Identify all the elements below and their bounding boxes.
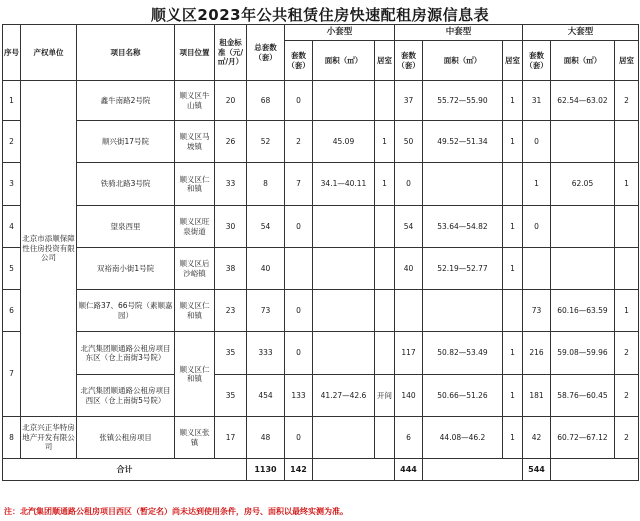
project-name: 顺仁路37、66号院（素顺嘉园） [77,290,175,332]
header-large: 大套型 [523,25,639,41]
project-name: 铁骑北路3号院 [77,163,175,206]
table-row [3,206,639,248]
unit-l-area: 62.05 [551,163,615,206]
unit-l-count: 0 [523,121,551,163]
table-row [3,81,639,121]
header-medium-rooms: 居室 [503,41,523,81]
header-medium-area: 面积（㎡） [423,41,503,81]
unit-m-area: 44.08—46.2 [423,417,503,459]
unit-m-rooms: 1 [503,375,523,417]
totals-total: 1130 [247,459,285,481]
unit-m-area: 49.52—51.34 [423,121,503,163]
totals-row [3,459,639,481]
totals-large-count: 544 [523,459,551,481]
unit-s-area [313,332,375,375]
unit-m-count: 140 [395,375,423,417]
unit-m-rooms: 1 [503,81,523,121]
header-seq: 序号 [3,25,21,81]
header-location: 项目位置 [175,25,215,81]
row-seq: 5 [3,248,21,290]
unit-m-rooms: 1 [503,417,523,459]
header-small: 小套型 [285,25,395,41]
total-units: 52 [247,121,285,163]
unit-s-rooms [375,81,395,121]
unit-l-rooms: 1 [615,163,639,206]
unit-s-area [313,417,375,459]
project-name: 望泉西里 [77,206,175,248]
header-small-rooms: 居室 [375,41,395,81]
project-location: 顺义区马坡镇 [175,121,215,163]
rent-standard: 38 [215,248,247,290]
totals-label: 合计 [3,459,247,481]
unit-m-count: 50 [395,121,423,163]
table-row [3,332,639,375]
unit-l-area: 59.08—59.96 [551,332,615,375]
header-medium: 中套型 [395,25,523,41]
rent-standard: 35 [215,332,247,375]
unit-l-rooms: 2 [615,81,639,121]
unit-m-area: 55.72—55.90 [423,81,503,121]
project-name: 顺兴街17号院 [77,121,175,163]
totals-blank [423,459,523,481]
row-seq: 6 [3,290,21,332]
total-units: 40 [247,248,285,290]
unit-m-count: 37 [395,81,423,121]
header-total: 总套数（套） [247,25,285,81]
unit-l-area: 60.72—67.12 [551,417,615,459]
row-seq: 3 [3,163,21,206]
unit-l-area: 62.54—63.02 [551,81,615,121]
table-row [3,375,639,417]
unit-s-count [285,248,313,290]
header-large-area: 面积（㎡） [551,41,615,81]
unit-l-count: 42 [523,417,551,459]
unit-m-rooms: 1 [503,332,523,375]
unit-s-rooms [375,206,395,248]
total-units: 48 [247,417,285,459]
header-owner: 产权单位 [21,25,77,81]
unit-m-area [423,163,503,206]
table-row [3,121,639,163]
unit-m-count: 6 [395,417,423,459]
table-row [3,290,639,332]
unit-l-area: 60.16—63.59 [551,290,615,332]
unit-l-count: 181 [523,375,551,417]
project-name: 北汽集团顺通路公租房项目西区（仓上南街5号院） [77,375,175,417]
table-row [3,248,639,290]
unit-s-area: 34.1—40.11 [313,163,375,206]
unit-l-rooms: 2 [615,332,639,375]
rent-standard: 26 [215,121,247,163]
page-title: 顺义区2023年公共租赁住房快速配租房源信息表 [150,6,490,24]
header-small-area: 面积（㎡） [313,41,375,81]
rent-standard: 30 [215,206,247,248]
unit-m-area [423,290,503,332]
unit-s-area [313,290,375,332]
unit-m-count: 40 [395,248,423,290]
unit-m-rooms [503,290,523,332]
unit-l-count: 73 [523,290,551,332]
project-location: 顺义区后沙峪镇 [175,248,215,290]
unit-m-area: 52.19—52.77 [423,248,503,290]
project-location: 顺义区仁和镇 [175,163,215,206]
unit-l-rooms: 1 [615,290,639,332]
project-location: 顺义区仁和镇 [175,332,215,417]
housing-table [2,24,639,481]
rent-standard: 17 [215,417,247,459]
project-location: 顺义区张镇 [175,417,215,459]
table-row [3,163,639,206]
project-location: 顺义区仁和镇 [175,290,215,332]
rent-standard: 20 [215,81,247,121]
totals-blank [551,459,639,481]
project-name: 北汽集团顺通路公租房项目东区（仓上南街3号院） [77,332,175,375]
row-seq: 1 [3,81,21,121]
unit-s-area [313,248,375,290]
row-seq: 8 [3,417,21,459]
totals-medium-count: 444 [395,459,423,481]
row-seq: 7 [3,332,21,417]
unit-l-rooms [615,248,639,290]
row-seq: 2 [3,121,21,163]
unit-s-rooms: 开间 [375,375,395,417]
unit-m-area: 50.66—51.26 [423,375,503,417]
unit-s-rooms: 1 [375,121,395,163]
unit-m-count: 117 [395,332,423,375]
unit-m-count [395,290,423,332]
unit-m-rooms: 1 [503,121,523,163]
header-large-rooms: 居室 [615,41,639,81]
unit-m-count: 0 [395,163,423,206]
unit-m-count: 54 [395,206,423,248]
table-row [3,417,639,459]
rent-standard: 33 [215,163,247,206]
unit-s-count: 7 [285,163,313,206]
project-name: 双裕南小街1号院 [77,248,175,290]
unit-l-count: 216 [523,332,551,375]
rent-standard: 35 [215,375,247,417]
unit-l-rooms: 2 [615,375,639,417]
unit-s-rooms [375,248,395,290]
unit-s-count: 2 [285,121,313,163]
unit-s-area: 41.27—42.6 [313,375,375,417]
owner-cell: 北京市添顺保障性住房投资有限公司 [21,81,77,417]
unit-l-area: 58.76—60.45 [551,375,615,417]
unit-l-count: 1 [523,163,551,206]
unit-s-count: 0 [285,206,313,248]
project-location: 顺义区牛山镇 [175,81,215,121]
footnote: 注：北汽集团顺通路公租房项目西区（暂定名）尚未达到使用条件，房号、面积以最终实测为准。 [4,507,348,516]
total-units: 8 [247,163,285,206]
totals-small-count: 142 [285,459,313,481]
unit-l-area [551,206,615,248]
header-medium-count: 套数（套） [395,41,423,81]
unit-l-count: 31 [523,81,551,121]
unit-s-rooms [375,417,395,459]
unit-s-rooms [375,290,395,332]
total-units: 333 [247,332,285,375]
unit-l-area [551,248,615,290]
unit-s-count: 0 [285,332,313,375]
unit-m-area: 50.82—53.49 [423,332,503,375]
project-location: 顺义区旺泉街道 [175,206,215,248]
unit-s-rooms [375,332,395,375]
unit-s-count: 0 [285,290,313,332]
total-units: 54 [247,206,285,248]
unit-s-count: 0 [285,417,313,459]
unit-l-count: 0 [523,206,551,248]
rent-standard: 23 [215,290,247,332]
header-rent: 租金标准（元/㎡/月） [215,25,247,81]
unit-l-area [551,121,615,163]
unit-l-rooms [615,206,639,248]
header-project: 项目名称 [77,25,175,81]
total-units: 73 [247,290,285,332]
project-name: 鑫牛南路2号院 [77,81,175,121]
unit-m-rooms: 1 [503,248,523,290]
project-name: 张镇公租房项目 [77,417,175,459]
header-large-count: 套数（套） [523,41,551,81]
header-small-count: 套数（套） [285,41,313,81]
header-row-1 [3,25,639,41]
unit-s-count: 133 [285,375,313,417]
total-units: 68 [247,81,285,121]
unit-l-rooms: 2 [615,417,639,459]
unit-s-rooms: 1 [375,163,395,206]
unit-l-count [523,248,551,290]
unit-s-area [313,206,375,248]
owner-cell: 北京兴正华特房地产开发有限公司 [21,417,77,459]
unit-s-area [313,81,375,121]
total-units: 454 [247,375,285,417]
row-seq: 4 [3,206,21,248]
unit-m-rooms [503,163,523,206]
unit-s-area: 45.09 [313,121,375,163]
totals-blank [313,459,395,481]
unit-l-rooms [615,121,639,163]
unit-s-count: 0 [285,81,313,121]
unit-m-area: 53.64—54.82 [423,206,503,248]
unit-m-rooms: 1 [503,206,523,248]
